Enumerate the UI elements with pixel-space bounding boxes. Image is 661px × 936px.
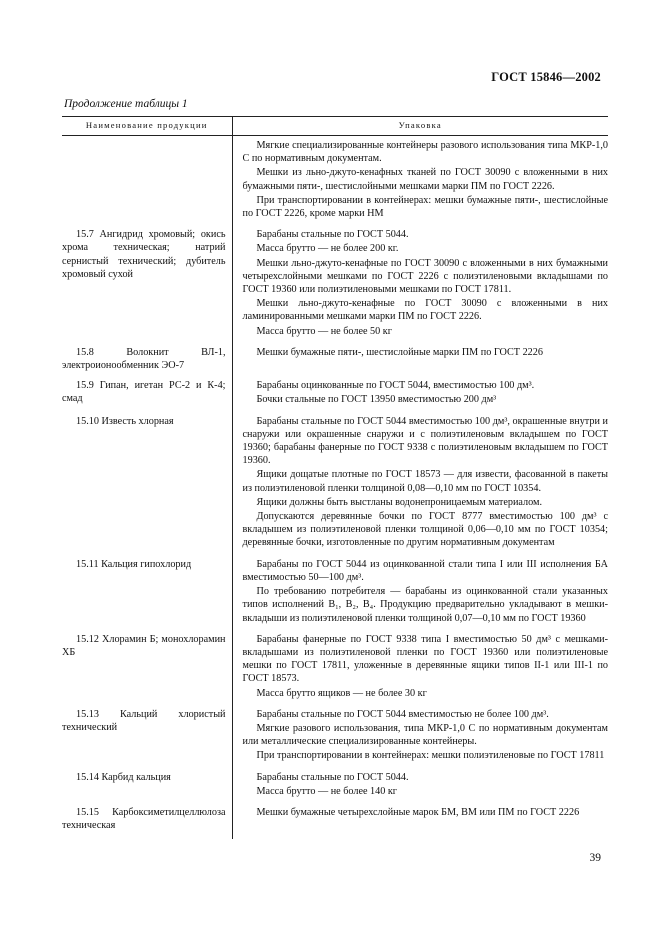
packaging-paragraph: Барабаны стальные по ГОСТ 5044 вместимостью не более 100 дм³.	[256, 708, 549, 720]
packaging-cell	[232, 136, 608, 229]
packaging-paragraph: Допускаются деревянные бочки по ГОСТ 8777 вместимостью 100 дм³ с вкладышем из полиэтиленовой пленки толщиной 0,06—0,10 мм по ГОСТ 10354; деревянные бочки, изготовленные по другим нормативным документам	[242, 511, 608, 549]
product-name-cell	[62, 228, 232, 346]
packaging-paragraph: Ящики дощатые плотные по ГОСТ 18573 — для извести, фасованной в пакеты из полиэтиленовой пленки толщиной 0,08—0,10 мм по ГОСТ 10354.	[242, 469, 608, 494]
table-row	[62, 806, 608, 839]
product-name-cell	[62, 379, 232, 414]
packaging-paragraph: Масса брутто — не более 200 кг.	[256, 243, 399, 255]
table-row	[62, 379, 608, 414]
packaging-paragraph: Масса брутто — не более 140 кг	[256, 785, 397, 797]
product-name: 15.9 Гипан, игетан РС-2 и К-4; смад	[62, 380, 226, 405]
product-name: 15.12 Хлорамин Б; монохлорамин ХБ	[62, 633, 226, 658]
packaging-cell	[232, 558, 608, 633]
packaging-paragraph: Масса брутто ящиков — не более 30 кг	[256, 687, 427, 699]
products-table	[62, 116, 608, 839]
table-row	[62, 633, 608, 708]
table-row	[62, 346, 608, 379]
packaging-paragraph: Мягкие специализированные контейнеры разового использования типа МКР-1,0 С по нормативным документам.	[242, 140, 608, 165]
product-name: 15.15 Карбоксиметилцеллюлоза техническая	[62, 806, 226, 832]
packaging-paragraph: Барабаны стальные по ГОСТ 5044 вместимостью 100 дм³, окрашенные внутри и снаружи или окрашенные снаружи и с полиэтиленовым вкладышем по ГОСТ 19360; барабаны фанерные по ГОСТ 9338 с полиэтиленовым вкладышем по ГОСТ 19360.	[242, 415, 608, 467]
packaging-paragraph: Барабаны по ГОСТ 5044 из оцинкованной стали типа I или III исполнения БА вместимостью 50—100 дм³.	[242, 558, 608, 583]
table-row	[62, 415, 608, 558]
packaging-cell	[232, 379, 608, 414]
product-name-cell	[62, 806, 232, 839]
table-body	[62, 136, 608, 840]
packaging-paragraph: Мешки бумажные четырехслойные марок БМ, ВМ или ПМ по ГОСТ 2226	[256, 806, 580, 818]
table-caption: Продолжение таблицы 1	[64, 98, 188, 110]
packaging-paragraph: Мешки льно-джуто-кенафные по ГОСТ 30090 с вложенными в них ламинированными мешками марки ПМ по ГОСТ 2226.	[242, 298, 608, 323]
packaging-cell	[232, 415, 608, 558]
table-row	[62, 708, 608, 771]
page-number: 39	[589, 852, 601, 864]
product-name-cell	[62, 708, 232, 771]
table-row	[62, 228, 608, 346]
packaging-paragraph: При транспортировании в контейнерах: мешки бумажные пяти-, шестислойные по ГОСТ 2226, кроме марки НМ	[242, 194, 608, 220]
column-header-packaging: Упаковка	[232, 117, 608, 136]
packaging-cell	[232, 346, 608, 379]
packaging-paragraph: Барабаны оцинкованные по ГОСТ 5044, вместимостью 100 дм³.	[256, 380, 535, 392]
table-header-row	[62, 117, 608, 136]
packaging-paragraph: Барабаны фанерные по ГОСТ 9338 типа I вместимостью 50 дм³ с мешками-вкладышами из полиэтиленовой пленки по ГОСТ 19360 или полиэтиленовые мешки по ГОСТ 17811, уложенные в деревянные ящики типов II-1 или III-1 по ГОСТ 18573.	[242, 633, 608, 685]
product-name-cell	[62, 415, 232, 558]
packaging-cell	[232, 633, 608, 708]
product-name: 15.11 Кальция гипохлорид	[76, 558, 192, 570]
table-row	[62, 558, 608, 633]
packaging-paragraph: Барабаны стальные по ГОСТ 5044.	[256, 771, 409, 783]
packaging-paragraph: Мешки из льно-джуто-кенафных тканей по ГОСТ 30090 с вложенными в них бумажными пяти-, шестислойными мешками марки ПМ по ГОСТ 2226.	[242, 167, 608, 192]
product-name: 15.14 Карбид кальция	[76, 771, 171, 783]
packaging-paragraph: Барабаны стальные по ГОСТ 5044.	[256, 229, 409, 241]
product-name-cell	[62, 633, 232, 708]
packaging-paragraph: По требованию потребителя — барабаны из оцинкованной стали указанных типов исполнений В₁, В₂, В₄. Продукцию предварительно укладывают в мешки-вкладыши из полиэтиленовой пленки толщиной 0,07—0,10 мм по ГОСТ 19360	[242, 586, 608, 624]
product-name: 15.13 Кальций хлористый технический	[62, 708, 226, 733]
product-name: 15.8 Волокнит ВЛ-1, электроионообменник ЭО-7	[62, 346, 226, 372]
table-row	[62, 136, 608, 229]
packaging-cell	[232, 708, 608, 771]
packaging-paragraph: Мешки льно-джуто-кенафные по ГОСТ 30090 с вложенными в них бумажными четырехслойными мешками по ГОСТ 2226 с полиэтиленовыми вкладышами по ГОСТ 19360 или полиэтиленовыми мешками по ГОСТ 17811.	[242, 257, 608, 296]
product-name-cell	[62, 136, 232, 229]
packaging-paragraph: Масса брутто — не более 50 кг	[256, 325, 392, 337]
packaging-cell	[232, 806, 608, 839]
product-name: 15.10 Известь хлорная	[76, 415, 174, 427]
packaging-paragraph: Бочки стальные по ГОСТ 13950 вместимостью 200 дм³	[256, 394, 497, 406]
packaging-cell	[232, 771, 608, 806]
packaging-paragraph: Мягкие разового использования, типа МКР-1,0 С по нормативным документам или металлические специализированные контейнеры.	[242, 722, 608, 748]
product-name-cell	[62, 771, 232, 806]
packaging-paragraph: При транспортировании в контейнерах: мешки полиэтиленовые по ГОСТ 17811	[256, 750, 605, 762]
product-name-cell	[62, 558, 232, 633]
product-name: 15.7 Ангидрид хромовый; окись хрома техническая; натрий сернистый технический; дубитель хромовый сухой	[62, 229, 226, 280]
table-row	[62, 771, 608, 806]
column-header-product: Наименование продукции	[62, 117, 232, 136]
standard-code: ГОСТ 15846—2002	[491, 70, 601, 84]
packaging-cell	[232, 228, 608, 346]
packaging-paragraph: Ящики должны быть выстланы водонепроницаемым материалом.	[256, 496, 543, 508]
packaging-paragraph: Мешки бумажные пяти-, шестислойные марки ПМ по ГОСТ 2226	[256, 346, 543, 358]
product-name-cell	[62, 346, 232, 379]
